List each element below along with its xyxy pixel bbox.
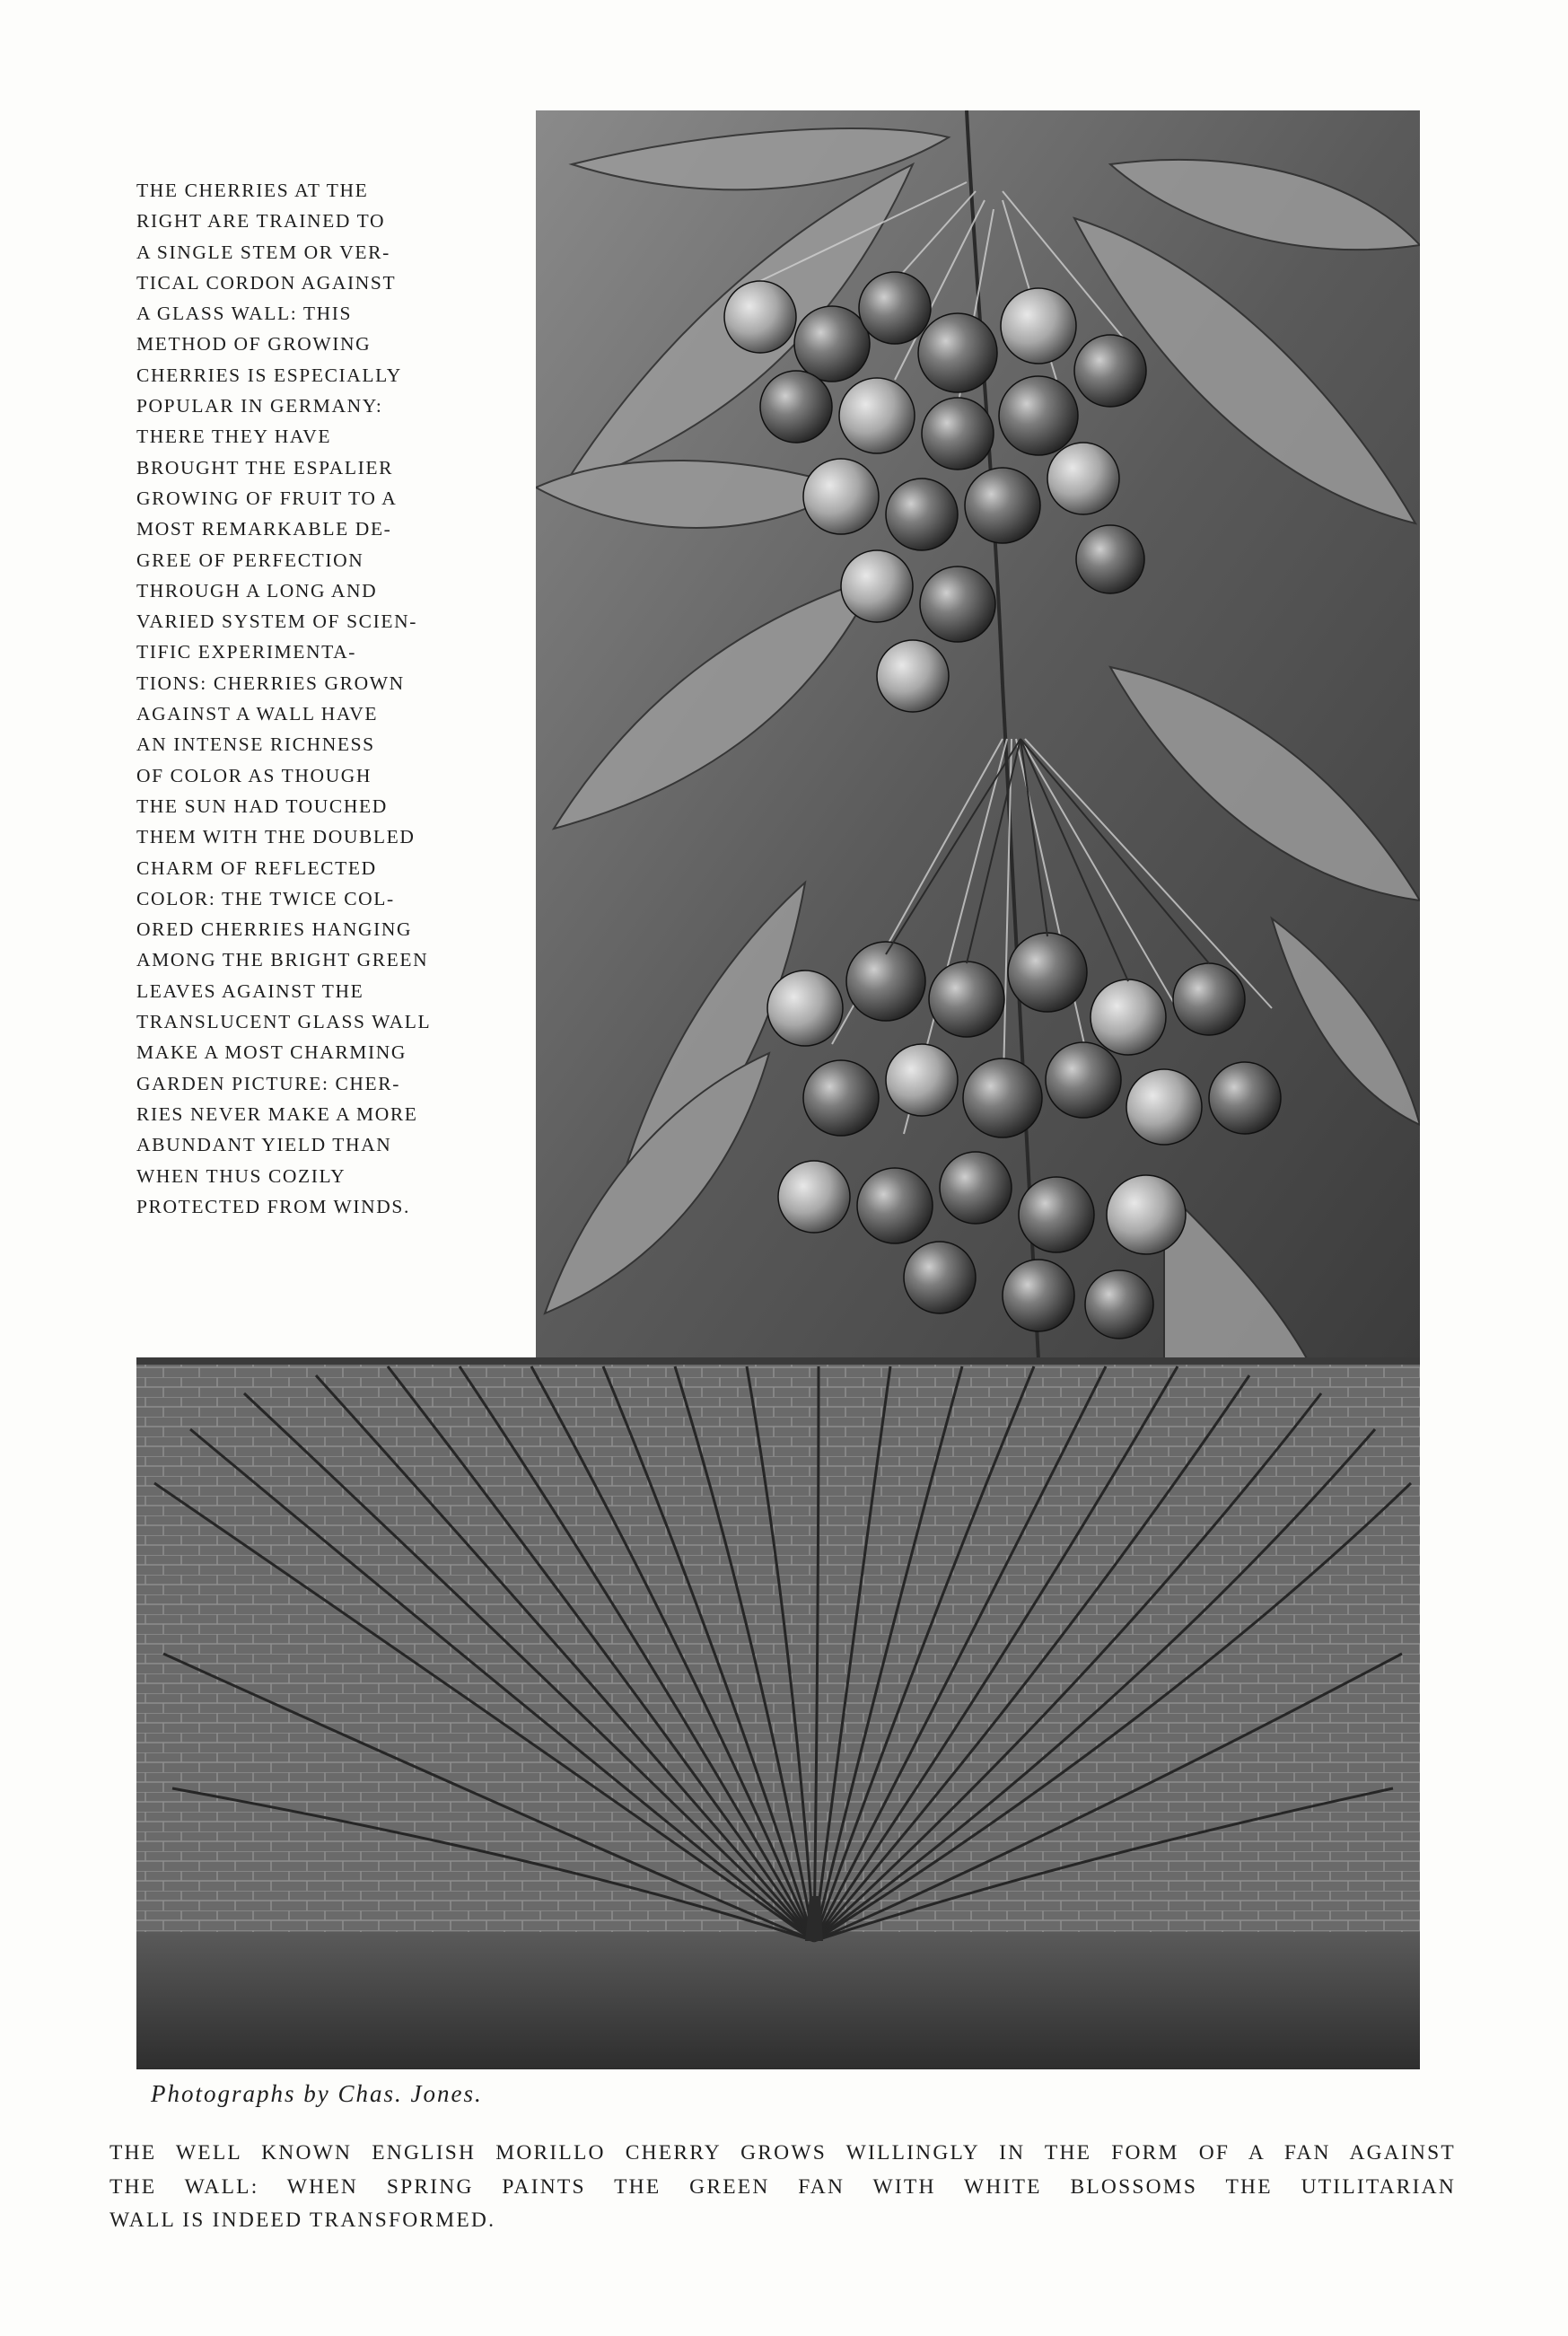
side-caption-line: MOST REMARKABLE DE-: [136, 518, 392, 540]
side-caption-line: MAKE A MOST CHARMING: [136, 1041, 407, 1064]
side-caption-line: A SINGLE STEM OR VER-: [136, 241, 390, 263]
side-caption: [136, 175, 509, 1222]
side-caption-line: OF COLOR AS THOUGH: [136, 764, 372, 786]
side-caption-line: BROUGHT THE ESPALIER: [136, 456, 394, 479]
side-caption-line: AGAINST A WALL HAVE: [136, 703, 379, 725]
side-caption-line: A GLASS WALL: THIS: [136, 303, 353, 325]
bottom-caption-line: WALL IS INDEED TRANSFORMED.: [109, 2209, 496, 2232]
side-caption-line: THROUGH A LONG AND: [136, 579, 378, 602]
side-caption-line: VARIED SYSTEM OF SCIEN-: [136, 610, 417, 633]
fan-trained-cherry-illustration: [136, 1357, 1420, 2069]
side-caption-line: COLOR: THE TWICE COL-: [136, 887, 395, 909]
cherry-branch-illustration: [536, 110, 1420, 1360]
side-caption-line: CHARM OF REFLECTED: [136, 856, 377, 879]
brick-wall-fan-cherry-photo: [136, 1357, 1420, 2069]
side-caption-line: THE SUN HAD TOUCHED: [136, 795, 388, 817]
side-caption-line: CHERRIES IS ESPECIALLY: [136, 364, 402, 386]
side-caption-line: PROTECTED FROM WINDS.: [136, 1195, 410, 1217]
side-caption-line: THE CHERRIES AT THE: [136, 180, 369, 201]
cherry-branch-photo: [536, 110, 1420, 1360]
side-caption-line: WHEN THUS COZILY: [136, 1164, 346, 1187]
side-caption-line: TIONS: CHERRIES GROWN: [136, 672, 405, 694]
side-caption-line: ABUNDANT YIELD THAN: [136, 1134, 392, 1156]
side-caption-line: AMONG THE BRIGHT GREEN: [136, 949, 429, 971]
bottom-caption-line: THE WALL: WHEN SPRING PAINTS THE GREEN FAN WITH WHITE BLOSSOMS THE UTILITARIAN: [109, 2174, 1456, 2199]
side-caption-line: GREE OF PERFECTION: [136, 549, 364, 571]
side-caption-line: LEAVES AGAINST THE: [136, 979, 364, 1002]
side-caption-line: GROWING OF FRUIT TO A: [136, 487, 398, 509]
bottom-caption-line: THE WELL KNOWN ENGLISH MORILLO CHERRY GROWS WILLINGLY IN THE FORM OF A FAN AGAINST: [109, 2141, 1456, 2165]
photo-credit: Photographs by Chas. Jones.: [151, 2080, 483, 2107]
side-caption-line: THERE THEY HAVE: [136, 426, 332, 448]
side-caption-line: TICAL CORDON AGAINST: [136, 271, 397, 294]
side-caption-line: METHOD OF GROWING: [136, 333, 372, 356]
side-caption-line: THEM WITH THE DOUBLED: [136, 826, 416, 848]
side-caption-line: AN INTENSE RICHNESS: [136, 733, 375, 756]
bottom-caption: [109, 2137, 1456, 2238]
side-caption-line: TRANSLUCENT GLASS WALL: [136, 1011, 432, 1033]
side-caption-line: TIFIC EXPERIMENTA-: [136, 641, 357, 663]
side-caption-line: RIGHT ARE TRAINED TO: [136, 210, 386, 233]
side-caption-line: GARDEN PICTURE: CHER-: [136, 1072, 400, 1094]
side-caption-line: RIES NEVER MAKE A MORE: [136, 1102, 418, 1125]
side-caption-line: POPULAR IN GERMANY:: [136, 395, 383, 417]
side-caption-line: ORED CHERRIES HANGING: [136, 918, 413, 941]
